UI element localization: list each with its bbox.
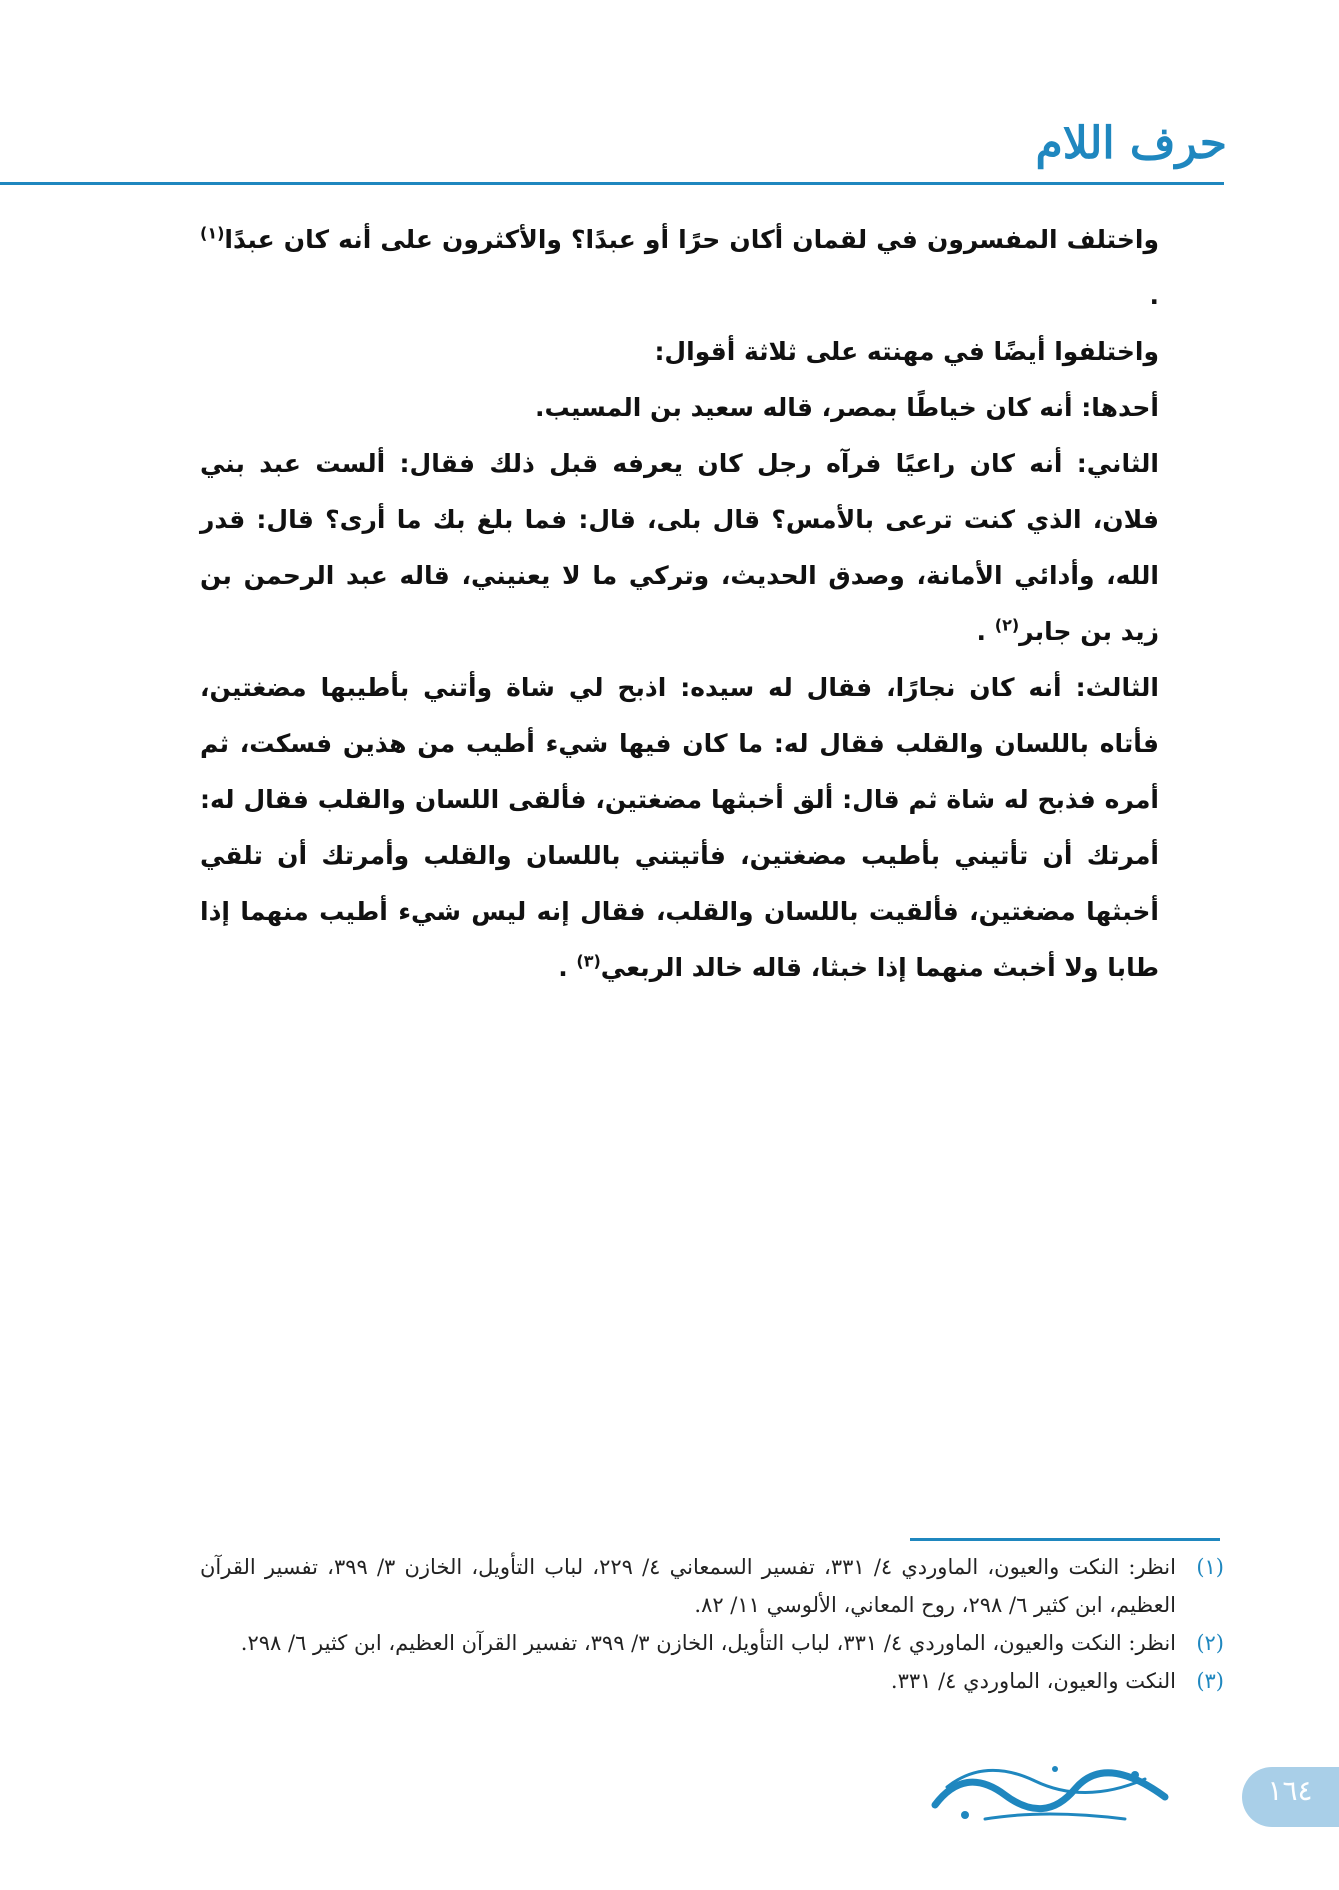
paragraph-4-end: . bbox=[976, 617, 987, 646]
footnote-2-text: انظر: النكت والعيون، الماوردي ٤/ ٣٣١، لباب التأويل، الخازن ٣/ ٣٩٩، تفسير القرآن العظيم، ابن كثير ٦/ ٢٩٨. bbox=[240, 1631, 1176, 1655]
footnote-rule bbox=[910, 1538, 1220, 1541]
encyclopedia-logo bbox=[925, 1757, 1175, 1837]
footnote-3-number: (٣) bbox=[1196, 1669, 1224, 1693]
paragraph-2 bbox=[200, 324, 1189, 380]
footnote-ref-1[interactable]: (١) bbox=[200, 223, 225, 243]
main-text bbox=[200, 212, 1189, 996]
footnote-1 bbox=[200, 1548, 1224, 1624]
paragraph-1-text: واختلف المفسرون في لقمان أكان حرًا أو عبدًا؟ والأكثرون على أنه كان عبدًا bbox=[224, 225, 1159, 254]
footnote-ref-2[interactable]: (٢) bbox=[994, 615, 1020, 635]
page-number: ١٦٤ bbox=[1267, 1774, 1313, 1807]
header-rule bbox=[0, 182, 1224, 185]
footnote-1-number: (١) bbox=[1196, 1555, 1224, 1579]
paragraph-3-text: أنه كان خياطًا بمصر، قاله سعيد بن المسيب. bbox=[535, 393, 1082, 422]
paragraph-3 bbox=[200, 380, 1189, 436]
paragraph-5-lead: الثالث: bbox=[1075, 673, 1159, 702]
paragraph-4-text: أنه كان راعيًا فرآه رجل كان يعرفه قبل ذلك فقال: ألست عبد بني فلان، الذي كنت ترعى بالأمس؟ قال بلى، قال: فما بلغ بك ما أرى؟ قال: قدر الله، وأدائي الأمانة، وصدق الحديث، وتركي ما لا يعنيني، قاله عبد الرحمن بن زيد بن جابر bbox=[200, 449, 1159, 646]
paragraph-1-end: . bbox=[1149, 281, 1159, 310]
paragraph-1 bbox=[200, 212, 1189, 324]
footnotes bbox=[200, 1548, 1224, 1700]
paragraph-5-text: أنه كان نجارًا، فقال له سيده: اذبح لي شاة وأتني بأطيبها مضغتين، فأتاه باللسان والقلب فقال له: ما كان فيها شيء أطيب من هذين فسكت، ثم أمره فذبح له شاة ثم قال: ألق أخبثها مضغتين، فألقى اللسان والقلب فقال له: أمرتك أن تأتيني بأطيب مضغتين، فأتيتني باللسان والقلب وأمرتك أن تلقي أخبثها مضغتين، فألقيت باللسان والقلب، فقال إنه ليس شيء أطيب منهما إذا طابا ولا أخبث منهما إذا خبثا، قاله خالد الربعي bbox=[200, 673, 1159, 982]
footnote-3-text: النكت والعيون، الماوردي ٤/ ٣٣١. bbox=[890, 1669, 1176, 1693]
footnote-ref-3[interactable]: (٣) bbox=[576, 951, 601, 971]
footnote-3 bbox=[200, 1662, 1224, 1700]
paragraph-2-text: واختلفوا أيضًا في مهنته على ثلاثة أقوال: bbox=[654, 337, 1159, 366]
footnote-2-number: (٢) bbox=[1196, 1631, 1224, 1655]
paragraph-4 bbox=[200, 436, 1189, 660]
paragraph-5 bbox=[200, 660, 1189, 996]
footnote-2 bbox=[200, 1624, 1224, 1662]
paragraph-3-lead: أحدها: bbox=[1081, 393, 1159, 422]
paragraph-4-lead: الثاني: bbox=[1076, 449, 1159, 478]
footnote-1-text: انظر: النكت والعيون، الماوردي ٤/ ٣٣١، تفسير السمعاني ٤/ ٢٢٩، لباب التأويل، الخازن ٣/ ٣٩٩، تفسير القرآن العظيم، ابن كثير ٦/ ٢٩٨، روح المعاني، الألوسي ١١/ ٨٢. bbox=[200, 1555, 1176, 1617]
page-header-title: حرف اللام bbox=[1035, 118, 1227, 169]
paragraph-5-end: . bbox=[558, 953, 568, 982]
